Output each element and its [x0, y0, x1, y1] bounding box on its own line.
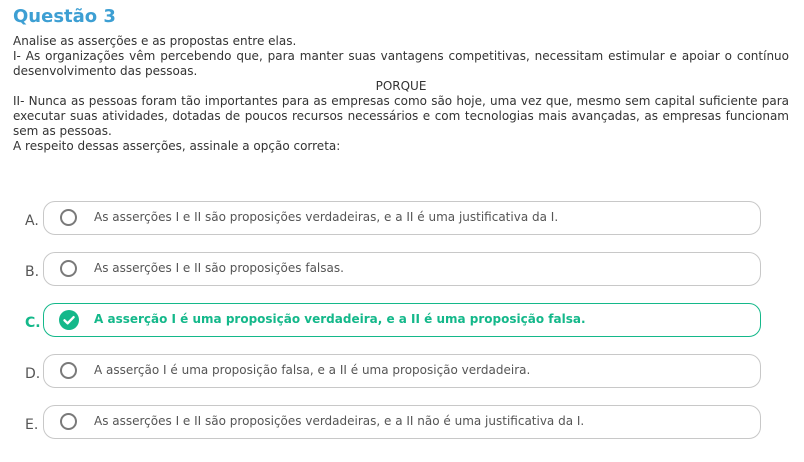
option-c-text: A asserção I é uma proposição verdadeira, e a II é uma proposição falsa. [94, 312, 586, 326]
option-c[interactable] [43, 303, 761, 337]
radio-empty-icon[interactable] [60, 362, 77, 379]
stem-prompt: A respeito dessas asserções, assinale a opção correta: [13, 139, 341, 153]
option-d-letter: D. [25, 366, 41, 382]
option-c-letter: C. [25, 315, 41, 331]
option-e[interactable] [43, 405, 761, 439]
option-d-text: A asserção I é uma proposição falsa, e a II é uma proposição verdadeira. [94, 363, 531, 377]
option-a-letter: A. [25, 213, 39, 229]
option-b-text: As asserções I e II são proposições falsas. [94, 261, 344, 275]
radio-empty-icon[interactable] [60, 209, 77, 226]
radio-empty-icon[interactable] [60, 260, 77, 277]
check-circle-icon[interactable] [59, 310, 79, 330]
option-e-letter: E. [25, 417, 39, 433]
option-a[interactable] [43, 201, 761, 235]
option-d[interactable] [43, 354, 761, 388]
stem-intro: Analise as asserções e as propostas entre elas. [13, 34, 297, 48]
option-b[interactable] [43, 252, 761, 286]
radio-empty-icon[interactable] [60, 413, 77, 430]
stem-connector: PORQUE [375, 79, 427, 93]
stem-assertion-1: I- As organizações vêm percebendo que, para manter suas vantagens competitivas, necessitam estimular e apoiar o contínuo desenvolvimento das pessoas. [13, 49, 789, 78]
option-a-text: As asserções I e II são proposições verdadeiras, e a II é uma justificativa da I. [94, 210, 559, 224]
option-b-letter: B. [25, 264, 40, 280]
question-title: Questão 3 [13, 6, 116, 27]
question-stem [13, 34, 789, 154]
stem-assertion-2: II- Nunca as pessoas foram tão importantes para as empresas como são hoje, uma vez que, mesmo sem capital suficiente para executar suas atividades, dotadas de poucos recursos necessários e com tecnologias mais avançadas, as empresas funcionam sem as pessoas. [13, 94, 789, 138]
option-e-text: As asserções I e II são proposições verdadeiras, e a II não é uma justificativa da I. [94, 414, 585, 428]
